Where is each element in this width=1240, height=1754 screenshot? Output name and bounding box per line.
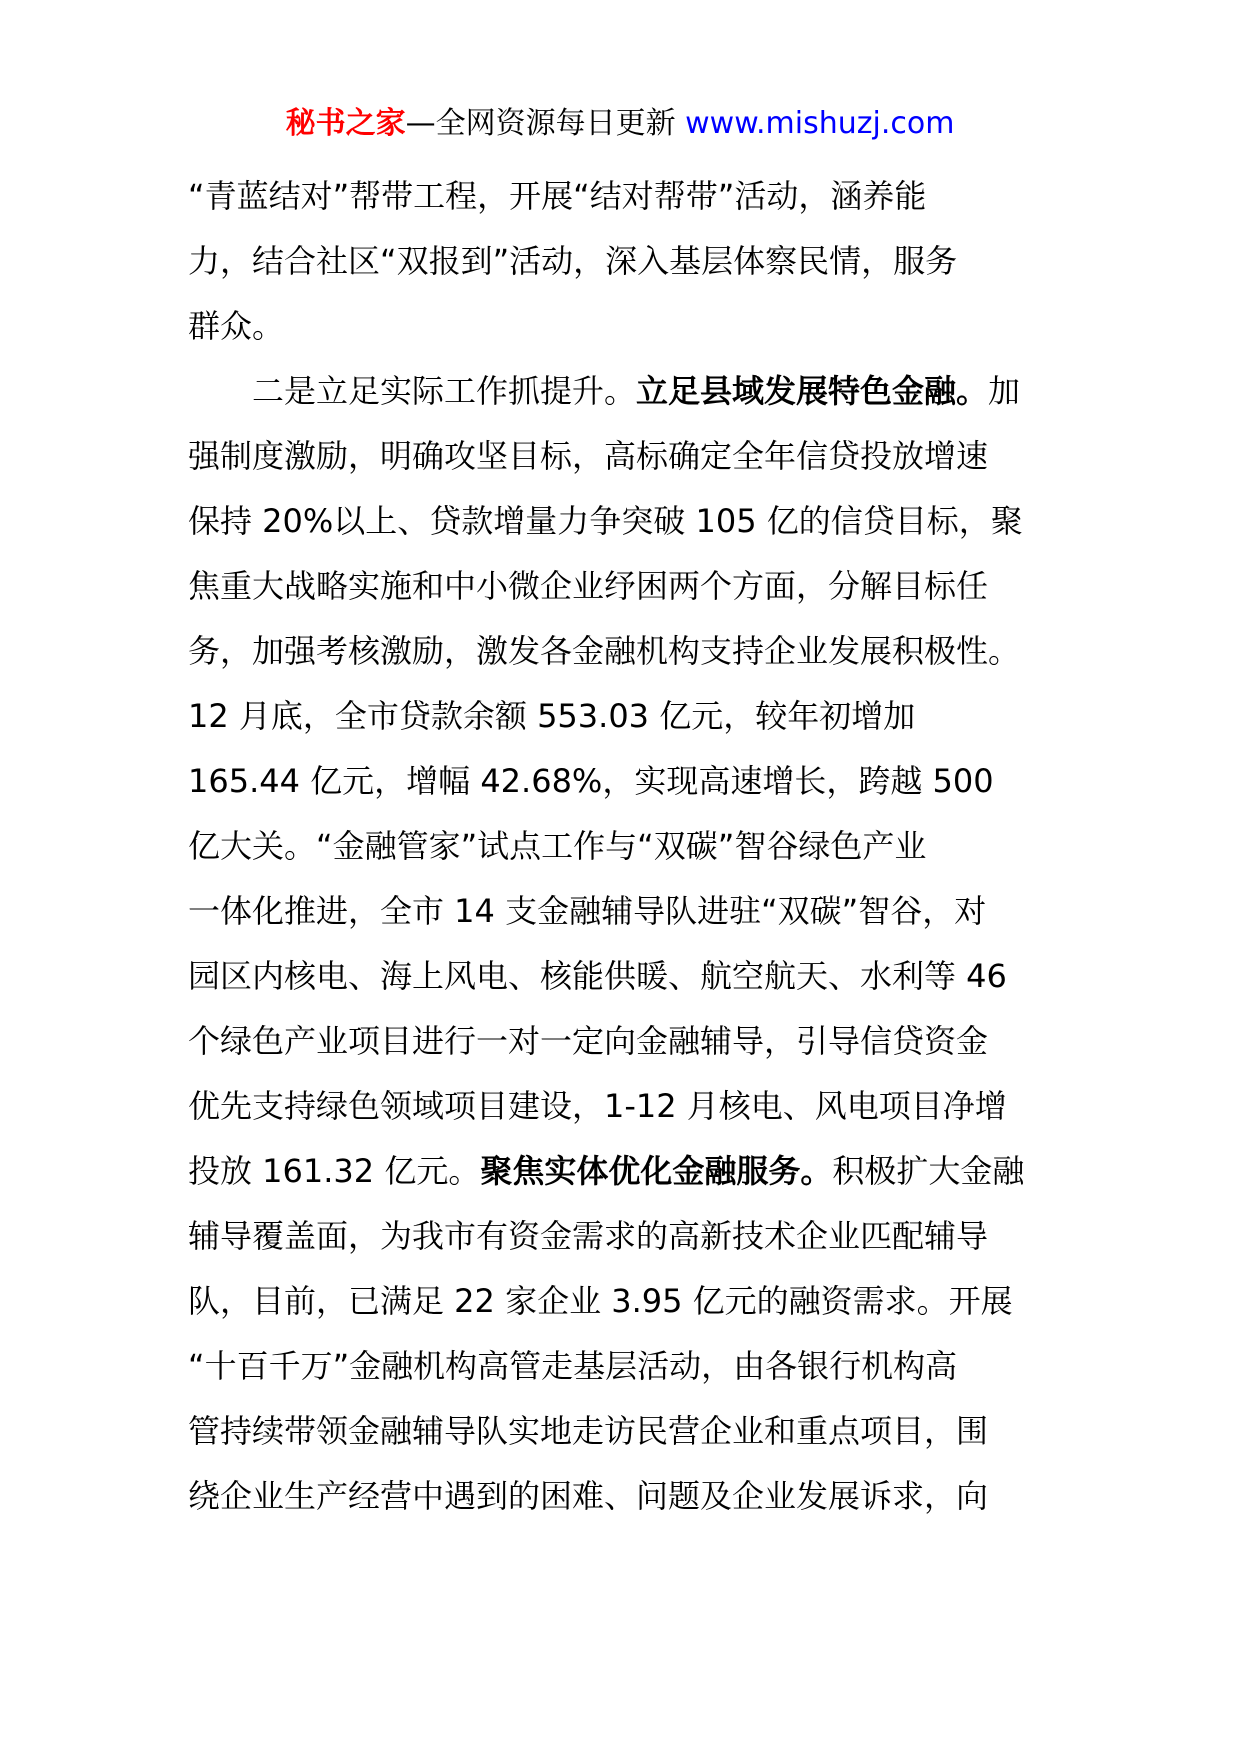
text-line: 队，目前，已满足 22 家企业 3.95 亿元的融资需求。开展 — [188, 1282, 1013, 1320]
header-tagline: 全网资源每日更新 — [435, 106, 676, 141]
site-url-link[interactable]: www.mishuzj.com — [685, 106, 955, 141]
text-line: 12 月底，全市贷款余额 553.03 亿元，较年初增加 — [188, 697, 916, 735]
bold-heading-2: 聚焦实体优化金融服务。 — [480, 1152, 833, 1190]
text-line: 一体化推进，全市 14 支金融辅导队进驻“双碳”智谷，对 — [188, 892, 987, 930]
text-line — [188, 1139, 1068, 1204]
text-line — [188, 359, 1068, 424]
paragraph-2 — [188, 359, 1068, 1529]
text-line: 焦重大战略实施和中小微企业纾困两个方面，分解目标任 — [188, 567, 989, 605]
bold-heading-1: 立足县域发展特色金融。 — [636, 372, 989, 410]
text-fragment: 加 — [988, 372, 1021, 410]
text-line: 园区内核电、海上风电、核能供暖、航空航天、水利等 46 — [188, 957, 1007, 995]
text-line: “青蓝结对”帮带工程，开展“结对帮带”活动，涵养能 — [188, 177, 927, 215]
text-line: “十百千万”金融机构高管走基层活动，由各银行机构高 — [188, 1347, 958, 1385]
text-line: 管持续带领金融辅导队实地走访民营企业和重点项目，围 — [188, 1412, 989, 1450]
text-line: 亿大关。“金融管家”试点工作与“双碳”智谷绿色产业 — [188, 827, 927, 865]
text-line: 务，加强考核激励，激发各金融机构支持企业发展积极性。 — [188, 632, 1021, 670]
header-separator: — — [405, 106, 436, 141]
page-header — [0, 104, 1240, 144]
text-line: 力，结合社区“双报到”活动，深入基层体察民情，服务 — [188, 242, 958, 280]
text-line: 辅导覆盖面，为我市有资金需求的高新技术企业匹配辅导 — [188, 1217, 989, 1255]
text-line: 群众。 — [188, 307, 285, 345]
paragraph-1 — [188, 164, 1068, 359]
text-line: 优先支持绿色领域项目建设，1-12 月核电、风电项目净增 — [188, 1087, 1007, 1125]
text-fragment: 积极扩大金融 — [832, 1152, 1025, 1190]
site-name: 秘书之家 — [285, 106, 406, 141]
paragraph-lead: 二是立足实际工作抓提升。 — [252, 372, 637, 410]
text-line: 保持 20%以上、贷款增量力争突破 105 亿的信贷目标，聚 — [188, 502, 1023, 540]
text-line: 个绿色产业项目进行一对一定向金融辅导，引导信贷资金 — [188, 1022, 989, 1060]
text-fragment: 投放 161.32 亿元。 — [188, 1152, 481, 1190]
document-body — [188, 164, 1068, 1529]
text-line: 165.44 亿元，增幅 42.68%，实现高速增长，跨越 500 — [188, 762, 994, 800]
text-line: 绕企业生产经营中遇到的困难、问题及企业发展诉求，向 — [188, 1477, 989, 1515]
text-line: 强制度激励，明确攻坚目标，高标确定全年信贷投放增速 — [188, 437, 989, 475]
